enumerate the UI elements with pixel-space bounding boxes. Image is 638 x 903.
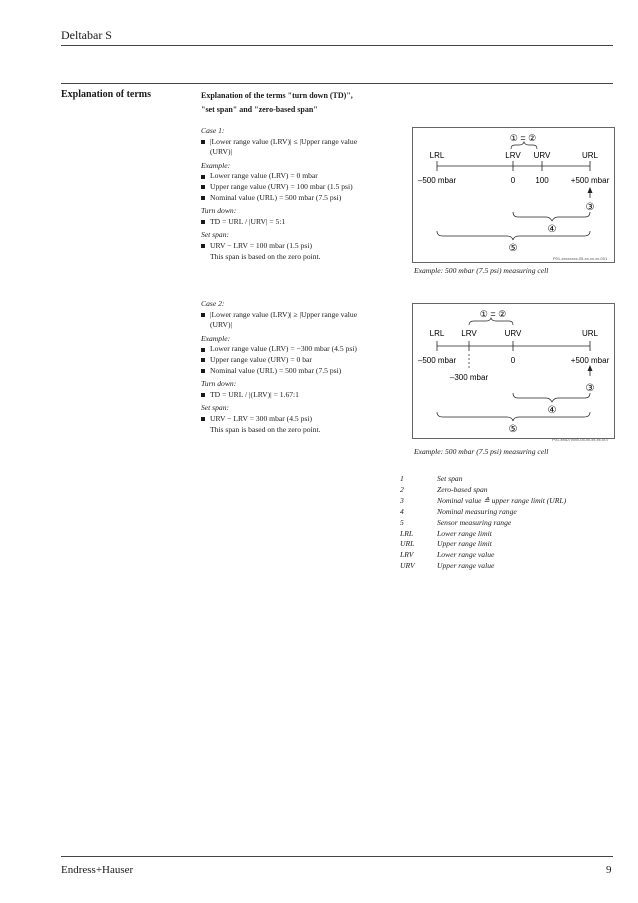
legend-key: 2 — [400, 484, 404, 494]
case1-turn-down-label: Turn down: — [201, 206, 237, 216]
figure1-id: P01-xxxxxxxx-05-xx-xx-xx-001 — [553, 256, 608, 261]
legend-item — [400, 474, 566, 485]
figure-case2-diagram — [413, 304, 614, 438]
nominal-range-brace — [513, 212, 590, 221]
marker-5: ⑤ — [508, 424, 518, 435]
sensor-range-brace — [437, 412, 590, 421]
marker-4: ④ — [547, 405, 557, 416]
case1-set-span: URV − LRV = 100 mbar (1.5 psi) — [201, 241, 391, 252]
case1-note: This span is based on the zero point. — [210, 251, 321, 261]
value-neg: –300 mbar — [449, 373, 489, 382]
case1-example-item: Upper range value (URV) = 100 mbar (1.5 psi) — [201, 182, 391, 193]
legend-item — [400, 539, 566, 550]
case1-condition-line1: |Lower range value (LRV)| ≤ |Upper range value — [210, 136, 358, 146]
case2-condition-line1: |Lower range value (LRV)| ≥ |Upper range value — [210, 309, 358, 319]
figure2-id: P01-xMD7xxxx-05-xx-xx-xx-007 — [552, 437, 609, 442]
legend-item — [400, 485, 566, 496]
terms-heading-line1: Explanation of the terms "turn down (TD)", — [201, 91, 353, 100]
case1-set-span-label: Set span: — [201, 230, 230, 240]
span-equality-label: ① = ② — [479, 309, 507, 319]
arrow-up-icon — [588, 187, 593, 193]
figure-case2 — [412, 303, 615, 439]
case1-example-item: Nominal value (URL) = 500 mbar (7.5 psi) — [201, 193, 391, 204]
page-number: 9 — [606, 864, 612, 876]
legend-key: URV — [400, 561, 415, 571]
marker-3: ③ — [585, 202, 595, 213]
value-zero: 0 — [510, 176, 516, 185]
legend-item — [400, 550, 566, 561]
top-brace — [469, 318, 513, 325]
case1-condition — [201, 137, 391, 158]
case2-condition — [201, 310, 391, 331]
case2-block — [201, 299, 391, 435]
value-min: –500 mbar — [417, 176, 457, 185]
case2-example-item: Nominal value (URL) = 500 mbar (7.5 psi) — [201, 366, 391, 377]
legend-key: 1 — [400, 474, 404, 483]
case2-note: This span is based on the zero point. — [210, 424, 321, 434]
terms-heading-line2: "set span" and "zero-based span" — [201, 105, 318, 114]
span-equality-label: ① = ② — [509, 133, 537, 143]
figure-case1-diagram — [413, 128, 614, 262]
legend-text: Sensor measuring range — [437, 517, 512, 527]
case1-example-label: Example: — [201, 160, 231, 170]
legend-item — [400, 496, 566, 507]
case2-turn-down-label: Turn down: — [201, 379, 237, 389]
case1-title: Case 1: — [201, 126, 225, 135]
value-zero: 0 — [510, 356, 516, 365]
urv-label: URV — [533, 151, 551, 160]
case2-example-label: Example: — [201, 333, 231, 343]
case2-example-item: Upper range value (URV) = 0 bar — [201, 355, 391, 366]
case2-turn-down: TD = URL / |(LRV)| = 1.67:1 — [201, 390, 391, 401]
marker-3: ③ — [585, 383, 595, 394]
urv-label: URV — [504, 329, 522, 338]
footer-brand: Endress+Hauser — [61, 864, 134, 876]
legend-text: Nominal measuring range — [437, 506, 517, 516]
value-min: –500 mbar — [417, 356, 457, 365]
url-label: URL — [581, 329, 599, 338]
legend-key: 4 — [400, 506, 404, 516]
value-max: +500 mbar — [570, 356, 610, 365]
value-max: +500 mbar — [570, 176, 610, 185]
sensor-range-brace — [437, 231, 590, 240]
legend-text: Nominal value ≙ upper range limit (URL) — [437, 495, 567, 505]
legend-item — [400, 529, 566, 540]
section-rule — [61, 83, 613, 84]
legend-item — [400, 507, 566, 518]
lrl-label: LRL — [429, 151, 445, 160]
nominal-range-brace — [513, 393, 590, 402]
case1-example-item: Lower range value (LRV) = 0 mbar — [201, 171, 391, 182]
case1-condition-line2: (URV)| — [210, 147, 233, 157]
terms-heading — [201, 89, 401, 117]
legend-text: Zero-based span — [437, 484, 488, 494]
case2-set-span: URV − LRV = 300 mbar (4.5 psi) — [201, 414, 391, 425]
case1-turn-down: TD = URL / |URV| = 5:1 — [201, 217, 391, 228]
legend — [400, 474, 566, 572]
top-brace — [511, 142, 537, 149]
value-hundred: 100 — [535, 176, 549, 185]
document-title: Deltabar S — [61, 28, 112, 42]
legend-key: URL — [400, 539, 415, 549]
legend-key: LRL — [400, 528, 414, 538]
legend-key: LRV — [400, 550, 414, 560]
figure-case1 — [412, 127, 615, 263]
marker-5: ⑤ — [508, 243, 518, 254]
legend-text: Upper range value — [437, 561, 495, 571]
legend-text: Set span — [437, 474, 463, 483]
arrow-up-icon — [588, 365, 593, 371]
header-rule — [61, 45, 613, 46]
figure2-caption: Example: 500 mbar (7.5 psi) measuring cell — [414, 447, 549, 456]
legend-key: 5 — [400, 517, 404, 527]
legend-item — [400, 561, 566, 572]
lrv-label: LRV — [461, 329, 477, 338]
case2-condition-line2: (URV)| — [210, 320, 233, 330]
legend-key: 3 — [400, 495, 404, 505]
legend-text: Lower range limit — [437, 528, 492, 538]
footer-rule — [61, 856, 613, 857]
case2-set-span-label: Set span: — [201, 403, 230, 413]
marker-4: ④ — [547, 224, 557, 235]
case2-title: Case 2: — [201, 299, 225, 308]
case1-block — [201, 126, 391, 262]
legend-text: Lower range value — [437, 550, 495, 560]
case2-example-item: Lower range value (LRV) = −300 mbar (4.5 psi) — [201, 344, 391, 355]
url-label: URL — [581, 151, 599, 160]
lrv-label: LRV — [505, 151, 521, 160]
legend-text: Upper range limit — [437, 539, 492, 549]
legend-item — [400, 518, 566, 529]
section-title: Explanation of terms — [61, 89, 151, 100]
figure1-caption: Example: 500 mbar (7.5 psi) measuring cell — [414, 266, 549, 275]
lrl-label: LRL — [429, 329, 445, 338]
